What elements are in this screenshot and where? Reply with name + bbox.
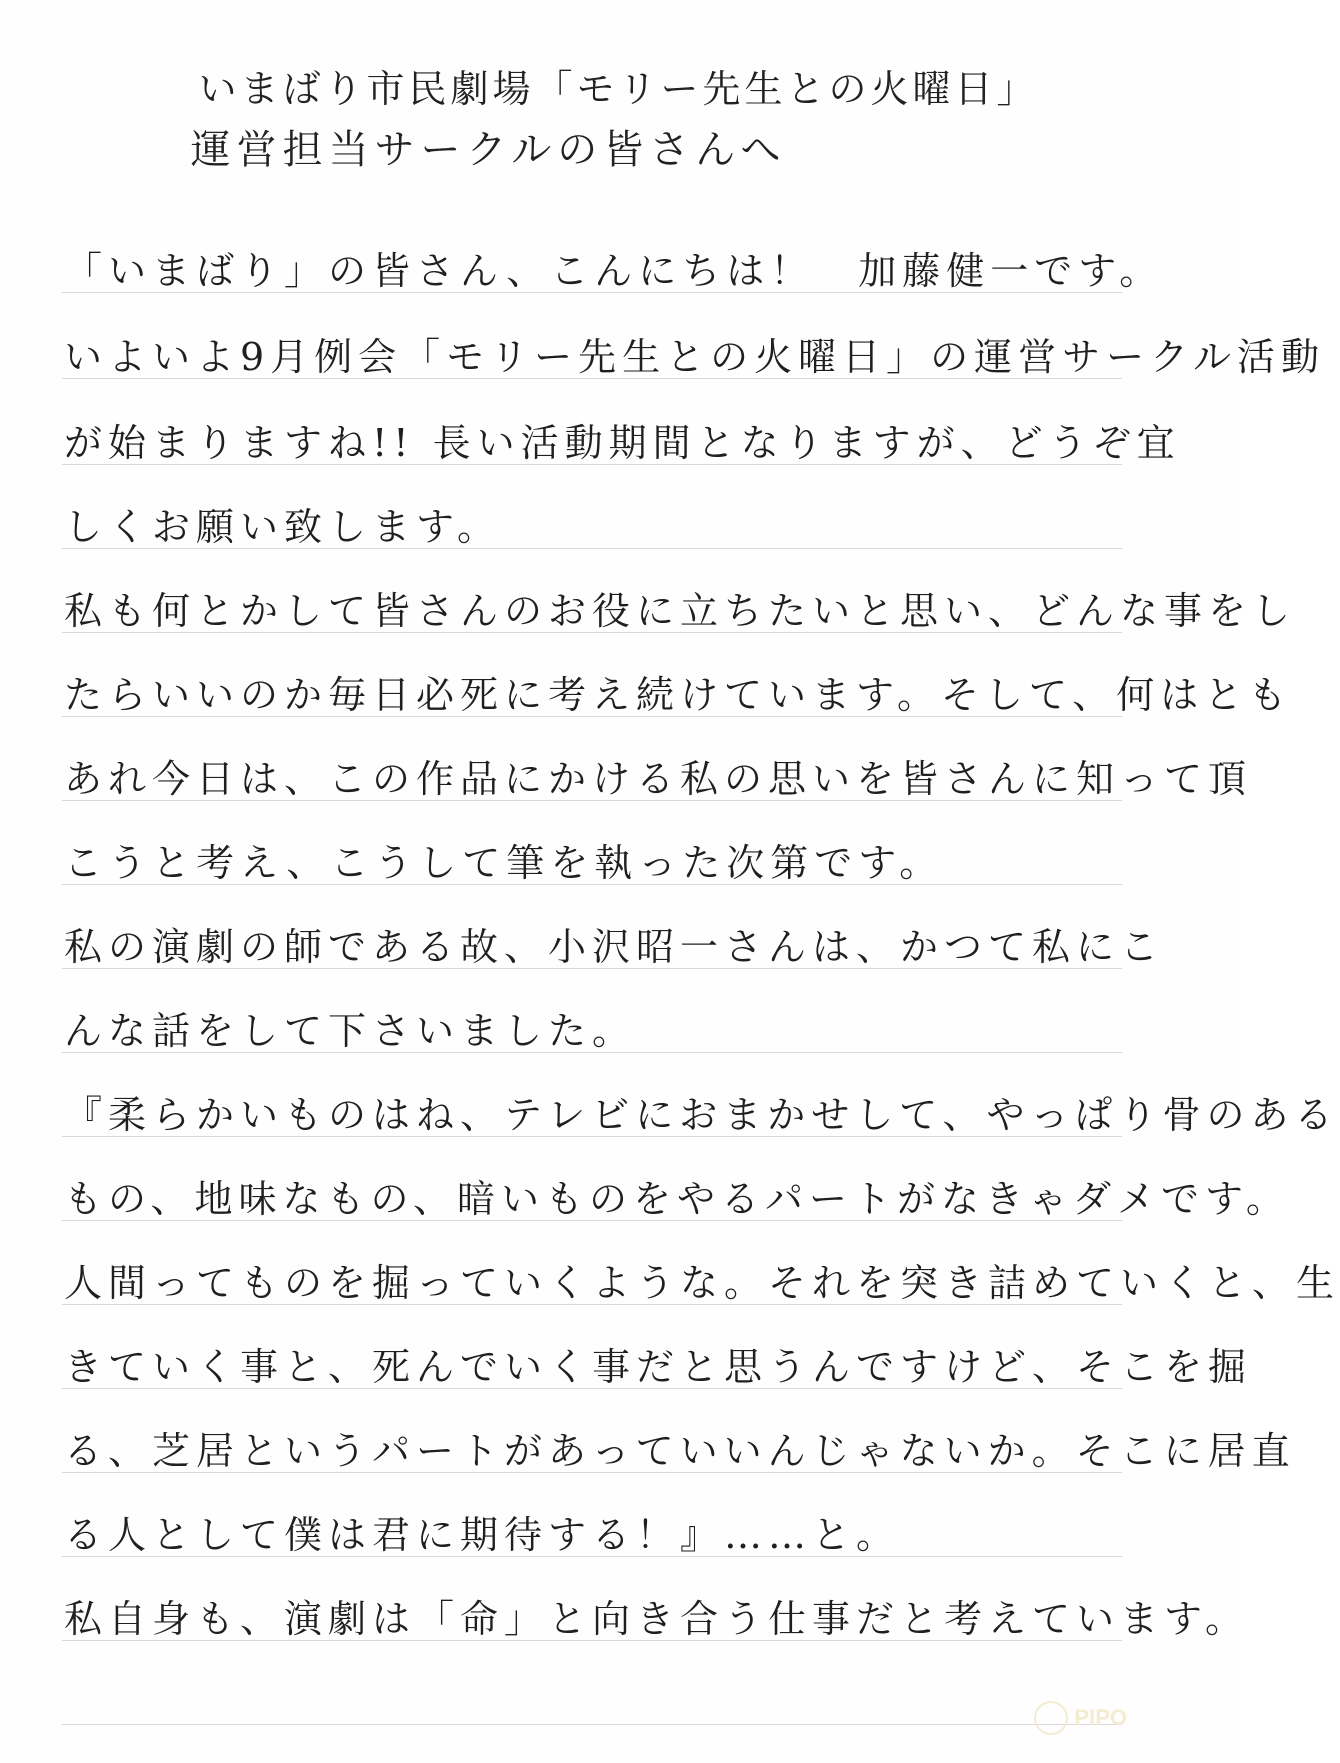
letter-line: 「いまばり」の皆さん、こんにちは！ 加藤健一です。 [64,249,1164,293]
letter-line: 私の演劇の師である故、小沢昭一さんは、かつて私にこ [64,925,1165,969]
letter-line: が始まりますね!! 長い活動期間となりますが、どうぞ宜 [64,421,1181,465]
seal-icon [1034,1701,1068,1735]
letter-line: 人間ってものを掘っていくような。それを突き詰めていくと、生 [64,1261,1340,1305]
letter-line: 『柔らかいものはね、テレビにおまかせして、やっぱり骨のある [64,1093,1339,1137]
letter-heading-line-2: 運営担当サークルの皆さんへ [190,127,787,173]
watermark-text: PIPO [1074,1705,1127,1730]
letter-line: あれ今日は、この作品にかける私の思いを皆さんに知って頂 [64,757,1253,801]
letter-line: きていく事と、死んでいく事だと思うんですけど、そこを掘 [64,1345,1253,1389]
letter-line: たらいいのか毎日必死に考え続けています。そして、何はとも [64,673,1293,717]
watermark [1034,1701,1127,1735]
letter-line: いよいよ9月例会「モリー先生との火曜日」の運営サークル活動 [64,335,1326,379]
letter-line: る、芝居というパートがあっていいんじゃないか。そこに居直 [64,1429,1296,1473]
letter-line: 私自身も、演劇は「命」と向き合う仕事だと考えています。 [64,1597,1249,1641]
letter-line: もの、地味なもの、暗いものをやるパートがなきゃダメです。 [64,1177,1290,1221]
letter-line: しくお願い致します。 [64,505,501,549]
letter-line: こうと考え、こうして筆を執った次第です。 [64,841,944,885]
letter-line: んな話をして下さいました。 [64,1009,637,1053]
letter-heading-line-1: いまばり市民劇場「モリー先生との火曜日」 [198,67,1039,111]
ruled-line [62,1724,1122,1725]
letter-line: る人として僕は君に期待する！』……と。 [64,1513,901,1557]
letter-line: 私も何とかして皆さんのお役に立ちたいと思い、どんな事をし [64,589,1297,633]
